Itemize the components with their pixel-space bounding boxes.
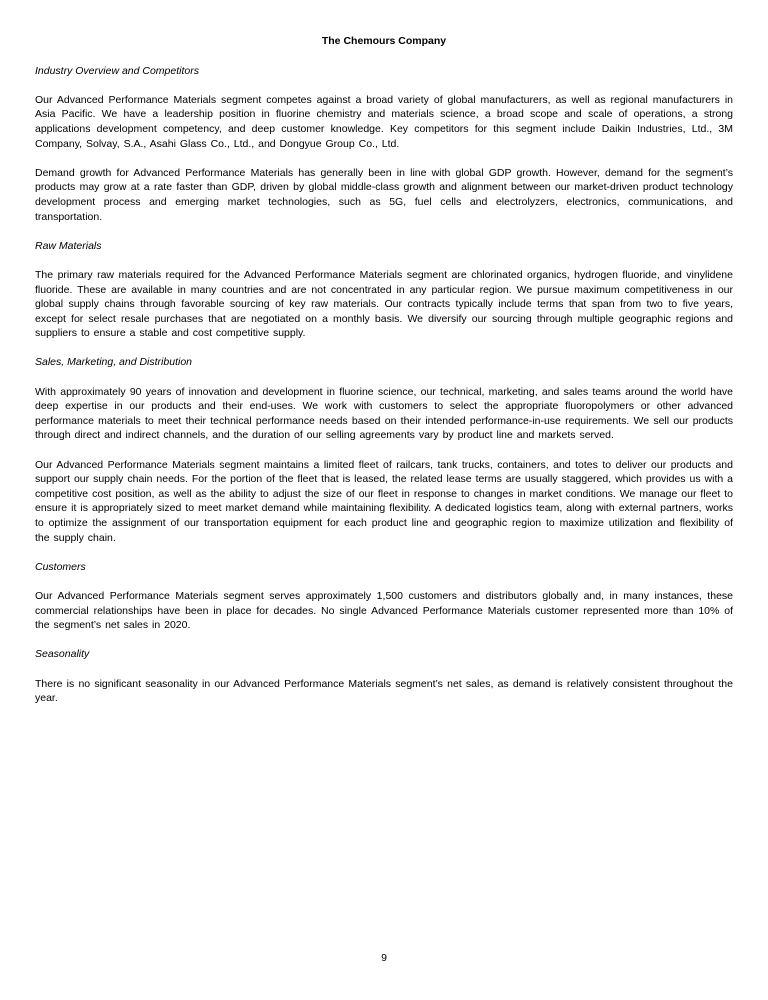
body-paragraph: Our Advanced Performance Materials segment maintains a limited fleet of railcars, tank trucks, containers, and totes to deliver our products and support our supply chain needs. For the portion of the fleet that is leased, the related lease terms are usually staggered, which provides us with a competitive cost position, as well as the ability to adjust the size of our fleet in response to changes in market conditions. We manage our fleet to ensure it is appropriately sized to meet market demand while maintaining flexibility. A dedicated logistics team, along with external partners, works to optimize the assignment of our transportation equipment for each product line and geographic region to maximize utilization and flexibility of the supply chain.: [35, 458, 733, 544]
section-heading-raw-materials: Raw Materials: [35, 239, 102, 252]
body-paragraph: Demand growth for Advanced Performance Materials has generally been in line with global GDP growth. However, demand for the segment’s products may grow at a rate faster than GDP, driven by global middle-class growth and alignment between our market-driven product technology development process and emerging market technologies, such as 5G, fuel cells and electrolyzers, electronics, communications, and transportation.: [35, 166, 733, 223]
section-heading-sales-marketing-distribution: Sales, Marketing, and Distribution: [35, 356, 192, 369]
body-paragraph: Our Advanced Performance Materials segment serves approximately 1,500 customers and distributors globally and, in many instances, these commercial relationships have been in place for decades. No single Advanced Performance Materials customer represented more than 10% of the segment’s net sales in 2020.: [35, 589, 733, 632]
page-title: The Chemours Company: [321, 35, 447, 47]
body-paragraph: The primary raw materials required for the Advanced Performance Materials segment are chlorinated organics, hydrogen fluoride, and vinylidene fluoride. These are available in many countries and are not concentrated in any particular region. We pursue maximum competitiveness in our global supply chains through favorable sourcing of key raw materials. Our contracts typically include terms that span from two to five years, except for select resale purchases that are negotiated on a monthly basis. We diversify our sourcing through multiple geographic regions and suppliers to ensure a stable and cost competitive supply.: [35, 268, 733, 340]
body-paragraph: With approximately 90 years of innovation and development in fluorine science, our technical, marketing, and sales teams around the world have deep expertise in our products and their end-uses. We work with customers to select the appropriate fluoropolymers or other advanced performance materials to meet their technical performance needs based on their intended performance-in-use requirements. We sell our products through direct and indirect channels, and the duration of our selling agreements vary by product line and markets served.: [35, 385, 733, 442]
body-paragraph: Our Advanced Performance Materials segment competes against a broad variety of global manufacturers, as well as regional manufacturers in Asia Pacific. We have a leadership position in fluorine chemistry and materials science, a broad scope and scale of operations, a strong applications development competency, and deep customer knowledge. Key competitors for this segment include Daikin Industries, Ltd., 3M Company, Solvay, S.A., Asahi Glass Co., Ltd., and Dongyue Group Co., Ltd.: [35, 93, 733, 150]
section-heading-industry-overview: Industry Overview and Competitors: [35, 64, 199, 77]
section-heading-seasonality: Seasonality: [35, 648, 90, 661]
section-heading-customers: Customers: [35, 560, 86, 573]
page-number: 9: [381, 952, 387, 964]
body-paragraph: There is no significant seasonality in our Advanced Performance Materials segment’s net sales, as demand is relatively consistent throughout the year.: [35, 677, 733, 705]
